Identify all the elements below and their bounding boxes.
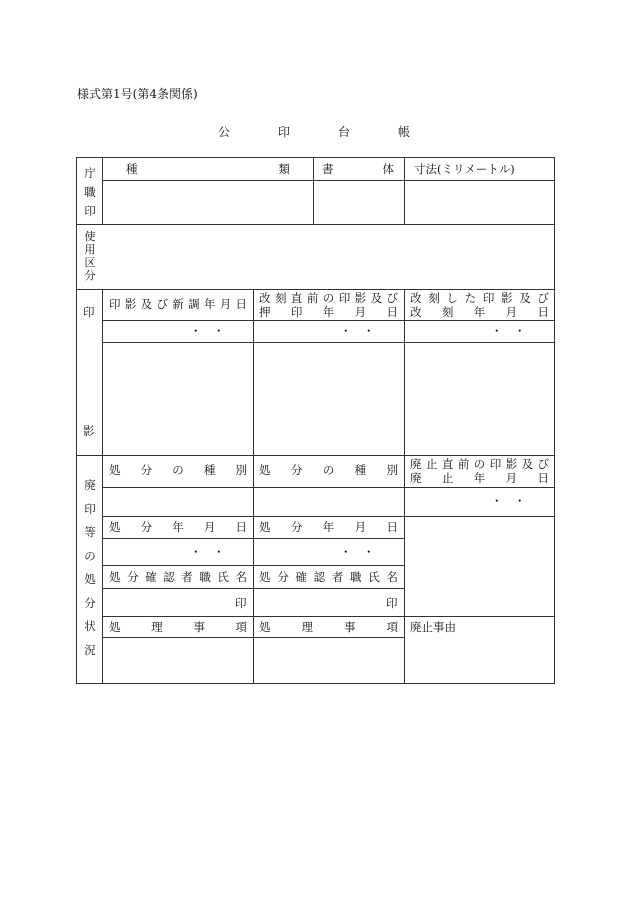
seal-mark-1: 印 <box>235 596 247 610</box>
seal-font-header: 書 体 <box>322 162 394 176</box>
impression-col2-date: ・ ・ <box>340 324 375 338</box>
impression-col1-header: 印 影 及 び 新 調 年 月 日 <box>109 297 247 311</box>
impression-col3-header-line1: 改 刻 し た 印 影 及 び <box>410 291 549 305</box>
title-char: 台 <box>338 125 351 139</box>
seal-size-header: 寸法(ミリメートル) <box>414 162 515 176</box>
impression-col2-header-line2: 押 印 年 月 日 <box>259 305 398 319</box>
matters-header-1: 処 理 事 項 <box>109 620 247 634</box>
confirmer-header-1: 処 分 確 認 者 職 氏 名 <box>109 570 247 584</box>
title-char: 公 <box>218 125 231 139</box>
side-label-usage: 使 用 区 分 <box>84 230 96 282</box>
disposal-col3-header-line2: 廃 止 年 月 日 <box>410 471 549 485</box>
side-label-in: 印 <box>83 305 95 319</box>
impression-col3-header-line2: 改 刻 年 月 日 <box>410 305 549 319</box>
impression-col2-header-line1: 改 刻 直 前 の 印 影 及 び <box>259 291 398 305</box>
disposal-kind-header-1: 処 分 の 種 別 <box>109 463 247 477</box>
abolition-reason-header: 廃止事由 <box>410 620 456 634</box>
matters-header-2: 処 理 事 項 <box>259 620 398 634</box>
seal-kind-header: 種 類 <box>126 162 290 176</box>
impression-col1-date: ・ ・ <box>190 324 225 338</box>
title-char: 帳 <box>398 125 411 139</box>
impression-col3-date: ・ ・ <box>491 324 526 338</box>
title-char: 印 <box>278 125 291 139</box>
side-label-ei: 影 <box>83 424 95 438</box>
side-label-disposal: 廃 印 等 の 処 分 状 況 <box>84 478 96 657</box>
disposal-date-2: ・ ・ <box>340 545 375 559</box>
disposal-date-1: ・ ・ <box>190 545 225 559</box>
disposal-kind-header-2: 処 分 の 種 別 <box>259 463 398 477</box>
disposal-col3-date: ・ ・ <box>491 494 526 508</box>
form-number: 様式第1号(第4条関係) <box>77 87 198 101</box>
disposal-col3-header-line1: 廃 止 直 前 の 印 影 及 び <box>410 457 549 471</box>
confirmer-header-2: 処 分 確 認 者 職 氏 名 <box>259 570 398 584</box>
disposal-date-header-1: 処 分 年 月 日 <box>109 520 247 534</box>
disposal-date-header-2: 処 分 年 月 日 <box>259 520 398 534</box>
seal-mark-2: 印 <box>386 596 398 610</box>
side-label-chosyokuin: 庁 職 印 <box>84 166 96 218</box>
